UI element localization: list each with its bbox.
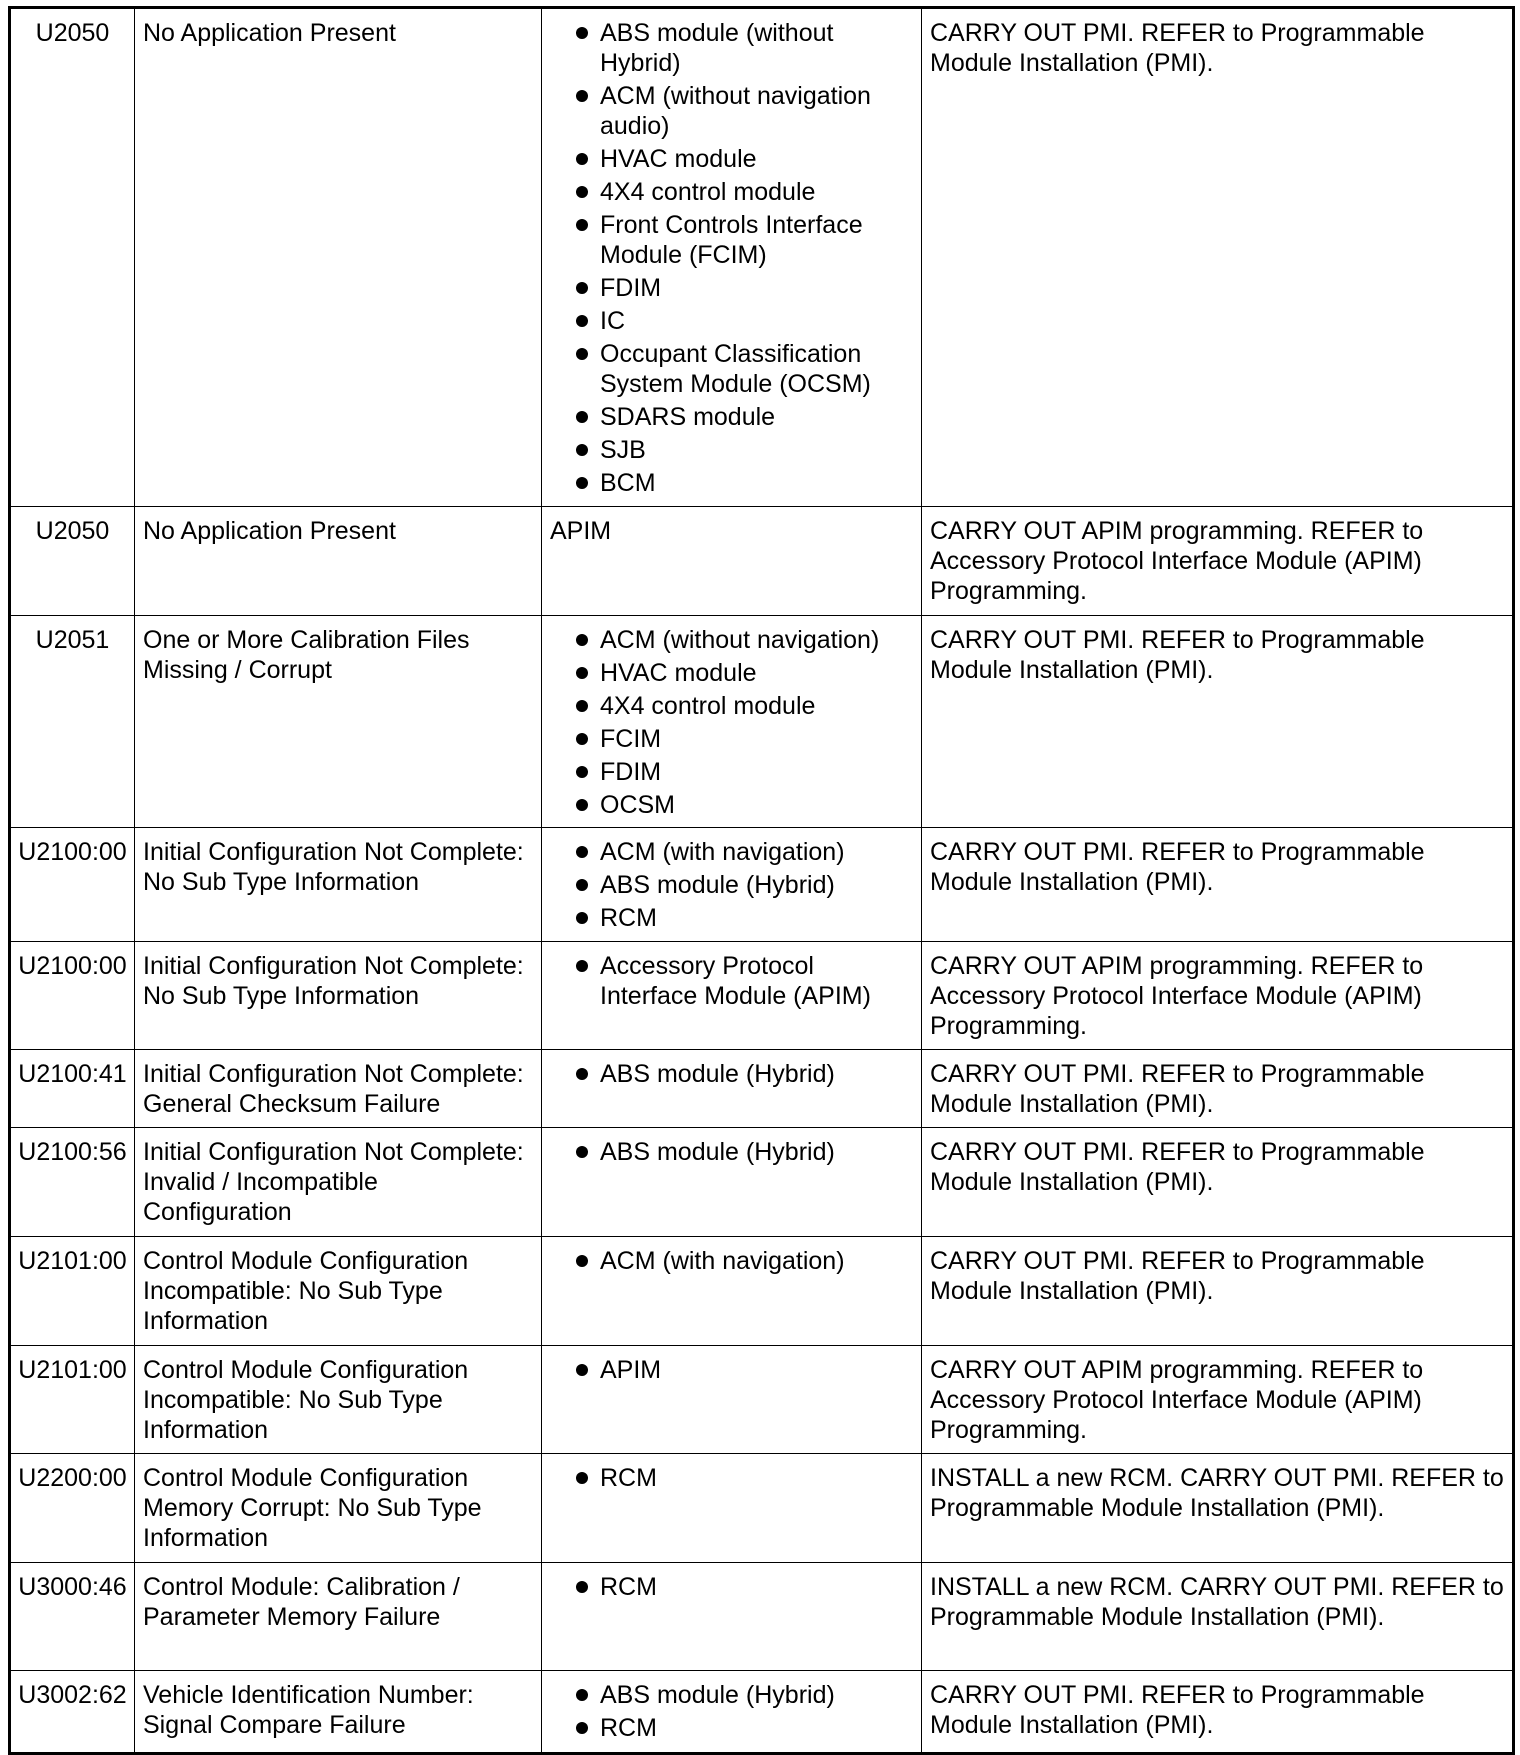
module-cell (542, 616, 922, 828)
table-row (10, 828, 1514, 942)
module-list-item: ACM (with navigation) (550, 837, 913, 867)
dtc-code-cell: U2050 (10, 507, 135, 616)
module-list-item: Front Controls Interface Module (FCIM) (550, 210, 913, 270)
module-list-item: RCM (550, 903, 913, 933)
action-cell: INSTALL a new RCM. CARRY OUT PMI. REFER to Programmable Module Installation (PMI). (922, 1563, 1514, 1671)
module-cell (542, 1346, 922, 1454)
module-list-item: ACM (with navigation) (550, 1246, 913, 1276)
module-list-item: RCM (550, 1713, 913, 1743)
dtc-code-cell: U2100:41 (10, 1050, 135, 1128)
action-cell: INSTALL a new RCM. CARRY OUT PMI. REFER to Programmable Module Installation (PMI). (922, 1454, 1514, 1563)
module-list-item: OCSM (550, 790, 913, 820)
module-list (550, 1680, 913, 1743)
module-list-item: FDIM (550, 757, 913, 787)
dtc-code-cell: U2051 (10, 616, 135, 828)
module-cell (542, 1237, 922, 1346)
module-cell (542, 1563, 922, 1671)
module-list (550, 1137, 913, 1167)
action-cell: CARRY OUT PMI. REFER to Programmable Module Installation (PMI). (922, 1237, 1514, 1346)
dtc-table (8, 6, 1515, 1755)
dtc-description-cell: Initial Configuration Not Complete: No Sub Type Information (135, 828, 542, 942)
table-row (10, 1563, 1514, 1671)
dtc-code-cell: U2100:56 (10, 1128, 135, 1237)
module-list (550, 625, 913, 820)
module-list-item: HVAC module (550, 144, 913, 174)
module-cell (542, 1671, 922, 1754)
module-cell (542, 1050, 922, 1128)
dtc-code-cell: U2100:00 (10, 942, 135, 1050)
module-list (550, 18, 913, 498)
module-list-item: ABS module (Hybrid) (550, 1680, 913, 1710)
table-row (10, 1237, 1514, 1346)
module-list (550, 1059, 913, 1089)
module-list-item: SJB (550, 435, 913, 465)
dtc-description-cell: Initial Configuration Not Complete: General Checksum Failure (135, 1050, 542, 1128)
dtc-table-body (10, 8, 1514, 1754)
module-cell (542, 1128, 922, 1237)
dtc-code-cell: U3000:46 (10, 1563, 135, 1671)
action-cell: CARRY OUT PMI. REFER to Programmable Module Installation (PMI). (922, 8, 1514, 507)
module-list-item: ABS module (without Hybrid) (550, 18, 913, 78)
dtc-description-cell: One or More Calibration Files Missing / Corrupt (135, 616, 542, 828)
action-cell: CARRY OUT PMI. REFER to Programmable Module Installation (PMI). (922, 1671, 1514, 1754)
table-row (10, 1671, 1514, 1754)
module-list-item: Occupant Classification System Module (OCSM) (550, 339, 913, 399)
dtc-description-cell: Initial Configuration Not Complete: No Sub Type Information (135, 942, 542, 1050)
module-list-item: APIM (550, 1355, 913, 1385)
table-row (10, 1454, 1514, 1563)
module-cell (542, 828, 922, 942)
module-cell (542, 942, 922, 1050)
module-list-item: BCM (550, 468, 913, 498)
dtc-code-cell: U2050 (10, 8, 135, 507)
module-list-item: HVAC module (550, 658, 913, 688)
module-text: APIM (550, 517, 612, 545)
module-list-item: RCM (550, 1463, 913, 1493)
module-cell (542, 507, 922, 616)
module-list-item: ACM (without navigation) (550, 625, 913, 655)
module-cell (542, 8, 922, 507)
module-list (550, 1463, 913, 1493)
dtc-code-cell: U2101:00 (10, 1346, 135, 1454)
module-list-item: ACM (without navigation audio) (550, 81, 913, 141)
dtc-description-cell: Control Module: Calibration / Parameter Memory Failure (135, 1563, 542, 1671)
module-list-item: Accessory Protocol Interface Module (APIM) (550, 951, 913, 1011)
dtc-description-cell: Control Module Configuration Incompatible: No Sub Type Information (135, 1346, 542, 1454)
module-list-item: IC (550, 306, 913, 336)
dtc-description-cell: No Application Present (135, 8, 542, 507)
dtc-code-cell: U2101:00 (10, 1237, 135, 1346)
table-row (10, 8, 1514, 507)
action-cell: CARRY OUT PMI. REFER to Programmable Module Installation (PMI). (922, 616, 1514, 828)
module-list (550, 837, 913, 933)
table-row (10, 1128, 1514, 1237)
module-list-item: FCIM (550, 724, 913, 754)
module-list-item: SDARS module (550, 402, 913, 432)
module-list-item: 4X4 control module (550, 691, 913, 721)
module-list (550, 1246, 913, 1276)
action-cell: CARRY OUT PMI. REFER to Programmable Module Installation (PMI). (922, 828, 1514, 942)
module-list-item: 4X4 control module (550, 177, 913, 207)
module-list-item: ABS module (Hybrid) (550, 870, 913, 900)
action-cell: CARRY OUT APIM programming. REFER to Accessory Protocol Interface Module (APIM) Programming. (922, 942, 1514, 1050)
table-row (10, 942, 1514, 1050)
table-row (10, 616, 1514, 828)
module-cell (542, 1454, 922, 1563)
module-list-item: ABS module (Hybrid) (550, 1059, 913, 1089)
table-row (10, 1346, 1514, 1454)
action-cell: CARRY OUT PMI. REFER to Programmable Module Installation (PMI). (922, 1050, 1514, 1128)
module-list-item: RCM (550, 1572, 913, 1602)
dtc-code-cell: U2200:00 (10, 1454, 135, 1563)
module-list-item: ABS module (Hybrid) (550, 1137, 913, 1167)
module-list (550, 1572, 913, 1602)
dtc-description-cell: Vehicle Identification Number: Signal Compare Failure (135, 1671, 542, 1754)
dtc-code-cell: U3002:62 (10, 1671, 135, 1754)
module-list-item: FDIM (550, 273, 913, 303)
action-cell: CARRY OUT APIM programming. REFER to Accessory Protocol Interface Module (APIM) Programming. (922, 507, 1514, 616)
table-row (10, 1050, 1514, 1128)
dtc-code-cell: U2100:00 (10, 828, 135, 942)
module-list (550, 1355, 913, 1385)
dtc-description-cell: Control Module Configuration Incompatible: No Sub Type Information (135, 1237, 542, 1346)
table-row (10, 507, 1514, 616)
dtc-description-cell: Initial Configuration Not Complete: Invalid / Incompatible Configuration (135, 1128, 542, 1237)
action-cell: CARRY OUT PMI. REFER to Programmable Module Installation (PMI). (922, 1128, 1514, 1237)
dtc-description-cell: Control Module Configuration Memory Corrupt: No Sub Type Information (135, 1454, 542, 1563)
action-cell: CARRY OUT APIM programming. REFER to Accessory Protocol Interface Module (APIM) Programming. (922, 1346, 1514, 1454)
dtc-description-cell: No Application Present (135, 507, 542, 616)
module-list (550, 951, 913, 1011)
